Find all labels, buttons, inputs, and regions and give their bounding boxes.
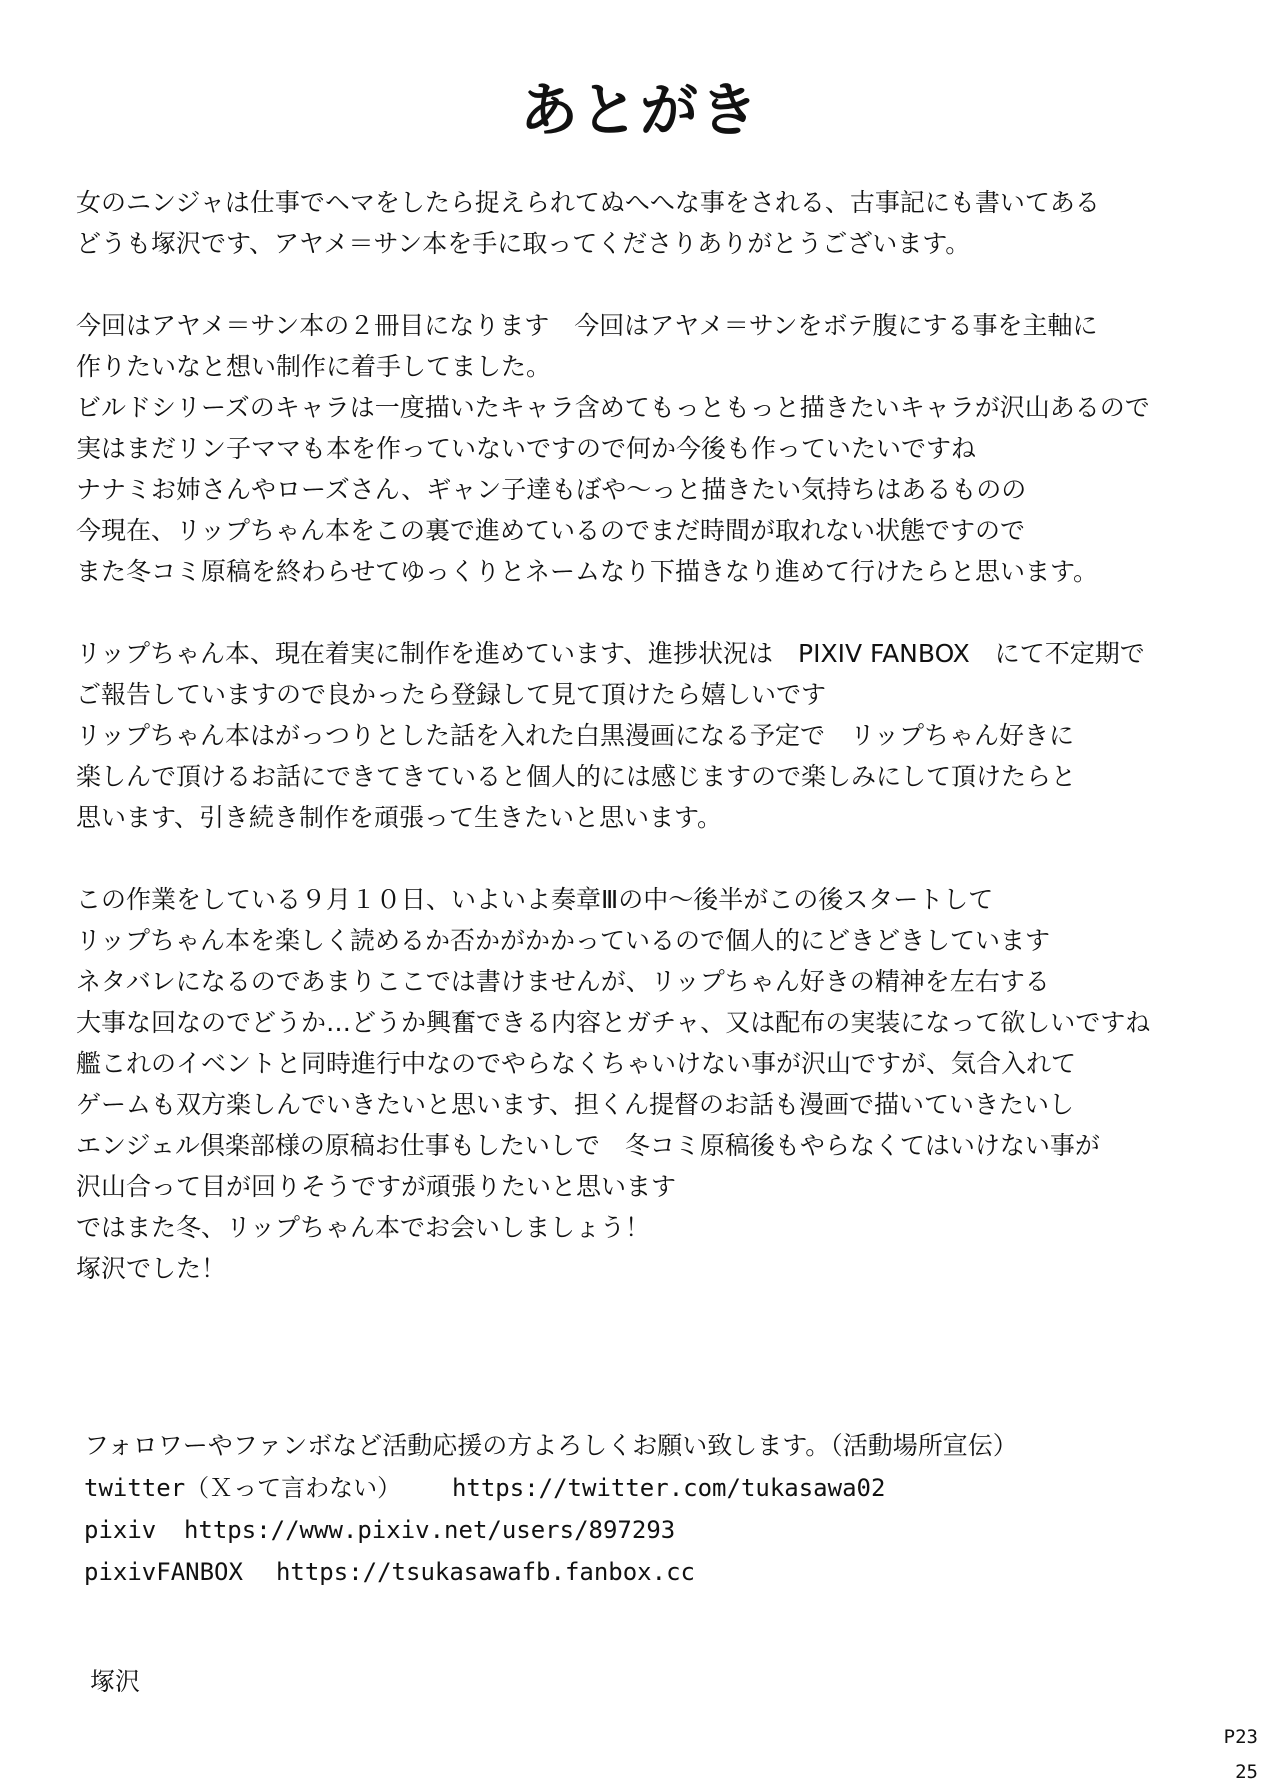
body-line: リップちゃん本を楽しく読めるか否かがかかっているので個人的にどきどきしています: [76, 926, 1051, 955]
body-line: 塚沢でした！: [76, 1254, 227, 1283]
body-line: 大事な回なのでどうか…どうか興奮できる内容とガチャ、又は配布の実装になって欲しいですね: [76, 1008, 1151, 1037]
fanbox-link[interactable]: https://tsukasawafb.fanbox.cc: [275, 1558, 695, 1586]
body-line: エンジェル倶楽部様の原稿お仕事もしたいしで 冬コミ原稿後もやらなくてはいけない事が: [76, 1131, 1100, 1160]
paragraph-gap: [76, 264, 1236, 305]
body-line: ご報告していますので良かったら登録して見て頂けたら嬉しいです: [76, 680, 827, 709]
link-row-fanbox: [84, 1551, 1184, 1593]
body-line: リップちゃん本、現在着実に制作を進めています、進捗状況は PIXIV FANBOX にて不定期で: [76, 639, 1145, 668]
body-line: ゲームも双方楽しんでいきたいと思います、担くん提督のお話も漫画で描いていきたいし: [76, 1090, 1075, 1119]
body-line: 楽しんで頂けるお話にできてきていると個人的には感じますので楽しみにして頂けたらと: [76, 762, 1077, 791]
page-title: あとがき: [519, 76, 760, 144]
link-label: pixiv: [84, 1516, 157, 1544]
twitter-link[interactable]: https://twitter.com/tukasawa02: [451, 1474, 886, 1502]
paragraph-gap: [76, 838, 1236, 879]
body-line: 思います、引き続き制作を頑張って生きたいと思います。: [76, 803, 723, 832]
body-line: この作業をしている９月１０日、いよいよ奏章Ⅲの中～後半がこの後スタートして: [76, 885, 994, 914]
body-line: 作りたいなと想い制作に着手してました。: [76, 352, 552, 381]
page-number: 25: [1235, 1761, 1258, 1783]
body-line: ビルドシリーズのキャラは一度描いたキャラ含めてもっともっと描きたいキャラが沢山あるので: [76, 393, 1150, 422]
body-line: 女のニンジャは仕事でヘマをしたら捉えられてぬへへな事をされる、古事記にも書いてある: [76, 188, 1100, 217]
link-label: pixivFANBOX: [84, 1558, 243, 1586]
body-line: 艦これのイベントと同時進行中なのでやらなくちゃいけない事が沢山ですが、気合入れて: [76, 1049, 1077, 1078]
page-label: P23: [1223, 1726, 1258, 1748]
link-row-pixiv: [84, 1509, 1184, 1551]
body-line: 今現在、リップちゃん本をこの裏で進めているのでまだ時間が取れない状態ですので: [76, 516, 1026, 545]
body-line: 今回はアヤメ＝サン本の２冊目になります 今回はアヤメ＝サンをボテ腹にする事を主軸に: [76, 311, 1098, 340]
body-line: 実はまだリン子ママも本を作っていないですので何か今後も作っていたいですね: [76, 434, 977, 463]
body-line: ナナミお姉さんやローズさん、ギャン子達もぼや～っと描きたい気持ちはあるものの: [76, 475, 1027, 504]
body-line: ネタバレになるのであまりここでは書けませんが、リップちゃん好きの精神を左右する: [76, 967, 1050, 996]
body-line: 沢山合って目が回りそうですが頑張りたいと思います: [76, 1172, 677, 1201]
paragraph-gap: [76, 592, 1236, 633]
afterword-body: [76, 182, 1236, 1289]
link-row-twitter: [84, 1467, 1184, 1509]
body-line: リップちゃん本はがっつりとした話を入れた白黒漫画になる予定で リップちゃん好きに: [76, 721, 1075, 750]
promo-section: [84, 1425, 1184, 1593]
body-line: ではまた冬、リップちゃん本でお会いしましょう！: [76, 1213, 651, 1242]
promo-heading: フォロワーやファンボなど活動応援の方よろしくお願い致します。（活動場所宣伝）: [84, 1431, 1018, 1460]
body-line: また冬コミ原稿を終わらせてゆっくりとネームなり下描きなり進めて行けたらと思います。: [76, 557, 1099, 586]
link-label: twitter（Ｘって言わない）: [84, 1474, 402, 1502]
pixiv-link[interactable]: https://www.pixiv.net/users/897293: [183, 1516, 676, 1544]
body-line: どうも塚沢です、アヤメ＝サン本を手に取ってくださりありがとうございます。: [76, 229, 971, 258]
author-signature: 塚沢: [90, 1667, 141, 1696]
